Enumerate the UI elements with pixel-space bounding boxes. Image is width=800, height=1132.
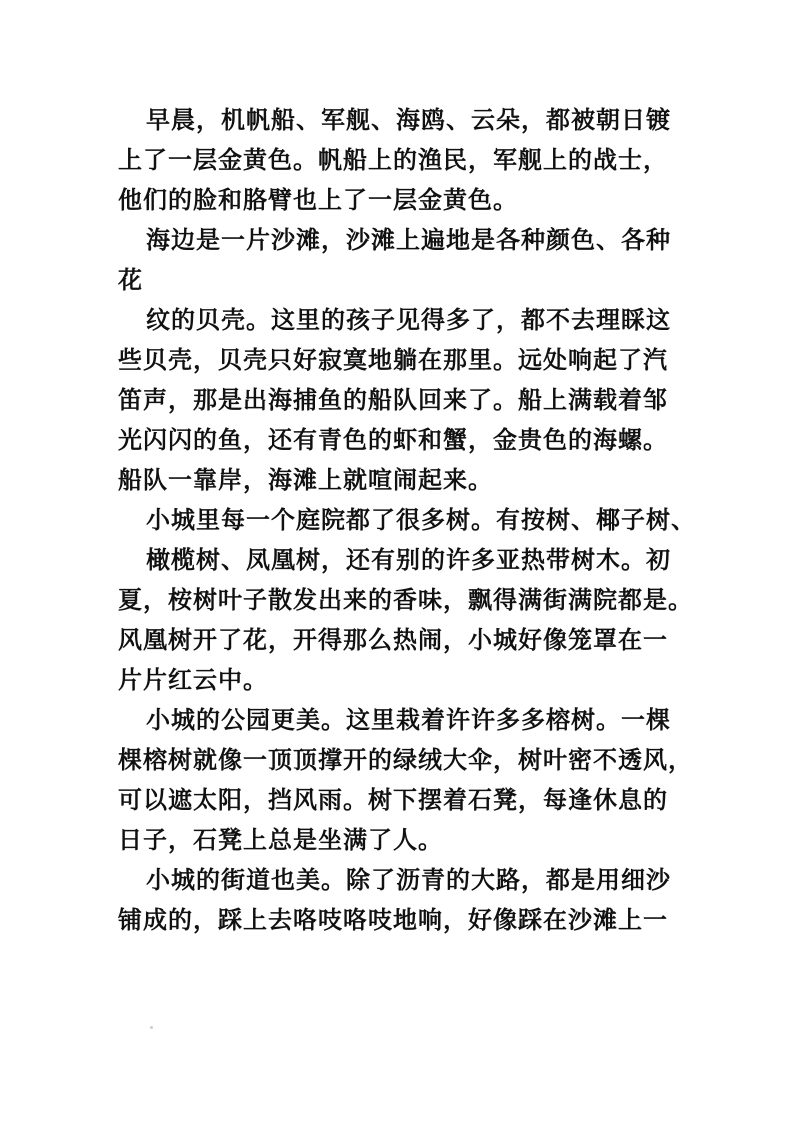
text-line: 棵榕树就像一顶顶撑开的绿绒大伞，树叶密不透风，: [118, 746, 693, 774]
text-line: 小城的街道也美。除了沥青的大路，都是用细沙: [146, 866, 671, 894]
text-line: 小城的公园更美。这里栽着许许多多榕树。一棵: [146, 706, 671, 734]
text-line: 片片红云中。: [118, 666, 268, 694]
text-line: 橄榄树、凤凰树，还有别的许多亚热带树木。初: [146, 546, 671, 574]
text-line: 花: [118, 266, 143, 294]
text-line: 船队一靠岸，海滩上就喧闹起来。: [118, 466, 493, 494]
text-line: 夏，桉树叶子散发出来的香味，飘得满街满院都是。: [118, 586, 693, 614]
text-line: 他们的脸和胳臂也上了一层金黄色。: [118, 186, 518, 214]
text-line: 铺成的，踩上去咯吱咯吱地响，好像踩在沙滩上一: [118, 906, 668, 934]
body-text: [118, 100, 698, 940]
text-line: 小城里每一个庭院都了很多树。有按树、椰子树、: [146, 506, 696, 534]
text-line: 纹的贝壳。这里的孩子见得多了，都不去理睬这: [146, 306, 671, 334]
text-line: 上了一层金黄色。帆船上的渔民，军舰上的战士，: [118, 146, 668, 174]
text-line: 早晨，机帆船、军舰、海鸥、云朵，都被朝日镀: [146, 106, 671, 134]
scan-speck: [150, 1026, 153, 1029]
text-line: 风凰树开了花，开得那么热闹，小城好像笼罩在一: [118, 626, 668, 654]
text-line: 光闪闪的鱼，还有青色的虾和蟹，金贵色的海螺。: [118, 426, 668, 454]
text-line: 海边是一片沙滩，沙滩上遍地是各种颜色、各种: [146, 226, 671, 254]
text-line: 可以遮太阳，挡风雨。树下摆着石凳，每逢休息的: [118, 786, 668, 814]
text-line: 笛声，那是出海捕鱼的船队回来了。船上满载着邹: [118, 386, 668, 414]
text-line: 些贝壳，贝壳只好寂寞地躺在那里。远处响起了汽: [118, 346, 668, 374]
text-line: 日子，石凳上总是坐满了人。: [118, 826, 443, 854]
